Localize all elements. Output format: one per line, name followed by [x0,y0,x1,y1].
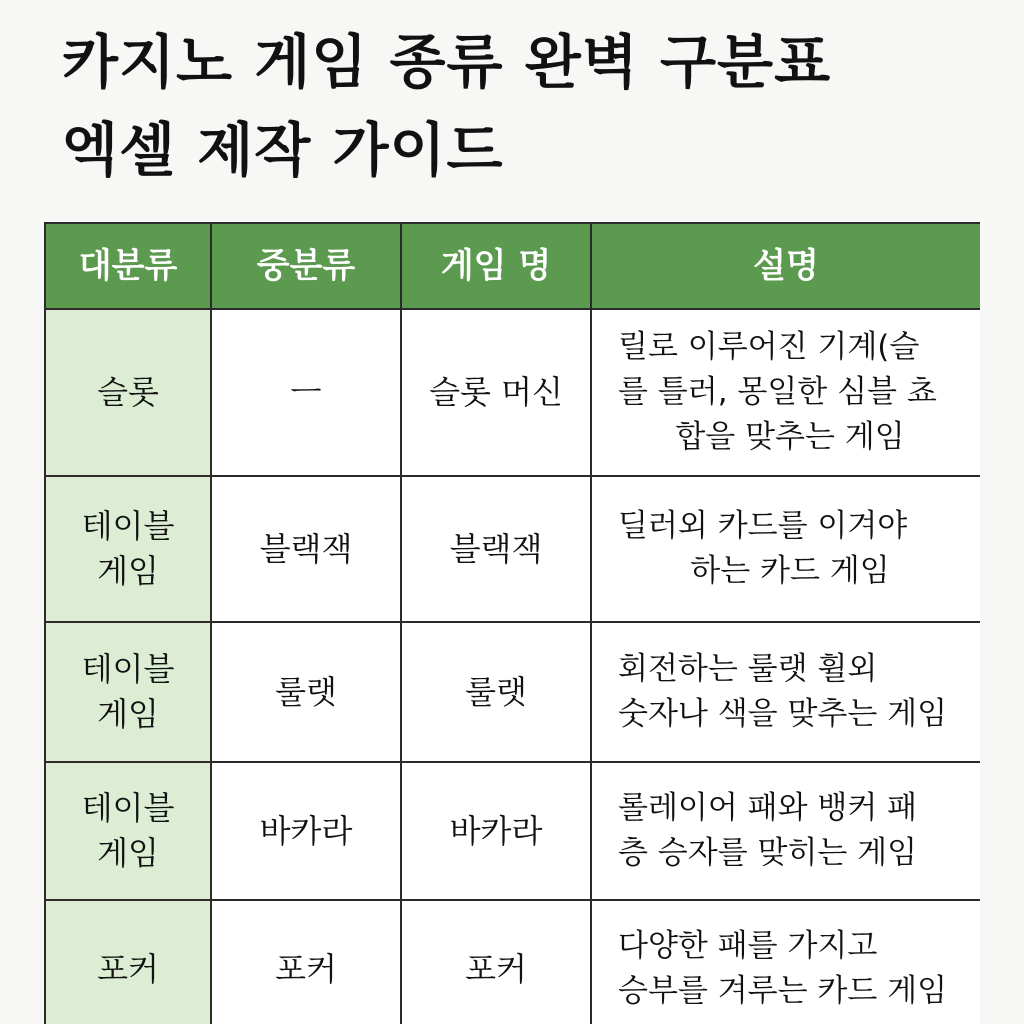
description-cell [591,622,980,762]
category-text: 테이블 [81,789,175,827]
category-text: 포커 [97,949,159,988]
casino-game-table-container [44,222,980,1024]
category-cell [45,900,211,1024]
description-line: 층 승자를 맞히는 게임 [618,835,918,871]
description-cell [591,762,980,900]
casino-game-table [44,222,980,1024]
description-line: 다양한 패를 가지고 [618,928,878,964]
category-cell [45,476,211,622]
page-title-line-2: 엑셀 제작 가이드 [62,116,504,184]
description-line: 를 틀러, 몽일한 심블 쵸 [618,374,937,410]
category-text: 게임 [97,834,159,872]
category-text: 테이블 [81,650,175,688]
column-header-game-name: 게임 명 [401,223,591,309]
game-name-cell: 블랙잭 [401,476,591,622]
description-cell [591,900,980,1024]
table-row [45,900,980,1024]
game-name-cell: 포커 [401,900,591,1024]
table-row [45,309,980,476]
description-line: 릴로 이루어진 기계(슬 [618,329,920,365]
game-name-cell: 슬롯 머신 [401,309,591,476]
description-line: 하는 카드 게임 [690,553,890,589]
subcategory-cell: 바카라 [211,762,401,900]
description-line: 승부를 겨루는 카드 게임 [618,973,948,1009]
table-row [45,762,980,900]
description-line: 회전하는 룰랫 휠외 [618,651,878,687]
table-header-row [45,223,980,309]
column-header-category: 대분류 [45,223,211,309]
page-title-line-1: 카지노 게임 종류 완벽 구분표 [62,28,832,96]
table-row [45,622,980,762]
subcategory-cell: ㅡ [211,309,401,476]
category-text: 게임 [97,695,159,733]
page-title [62,18,831,194]
subcategory-cell: 룰랫 [211,622,401,762]
category-cell [45,309,211,476]
description-cell [591,309,980,476]
description-line: 롤레이어 패와 뱅커 패 [618,790,918,826]
description-line: 합을 맞추는 게임 [675,419,905,455]
category-cell [45,762,211,900]
table-row [45,476,980,622]
category-text: 테이블 [81,507,175,545]
description-cell [591,476,980,622]
game-name-cell: 바카라 [401,762,591,900]
description-line: 숫자나 색을 맞추는 게임 [618,696,948,732]
subcategory-cell: 블랙잭 [211,476,401,622]
description-line: 딜러외 카드를 이겨야 [618,508,908,544]
column-header-subcategory: 중분류 [211,223,401,309]
column-header-description: 설명 [591,223,980,309]
category-cell [45,622,211,762]
category-text: 게임 [97,552,159,590]
game-name-cell: 룰랫 [401,622,591,762]
category-text: 슬롯 [97,373,159,411]
subcategory-cell: 포커 [211,900,401,1024]
